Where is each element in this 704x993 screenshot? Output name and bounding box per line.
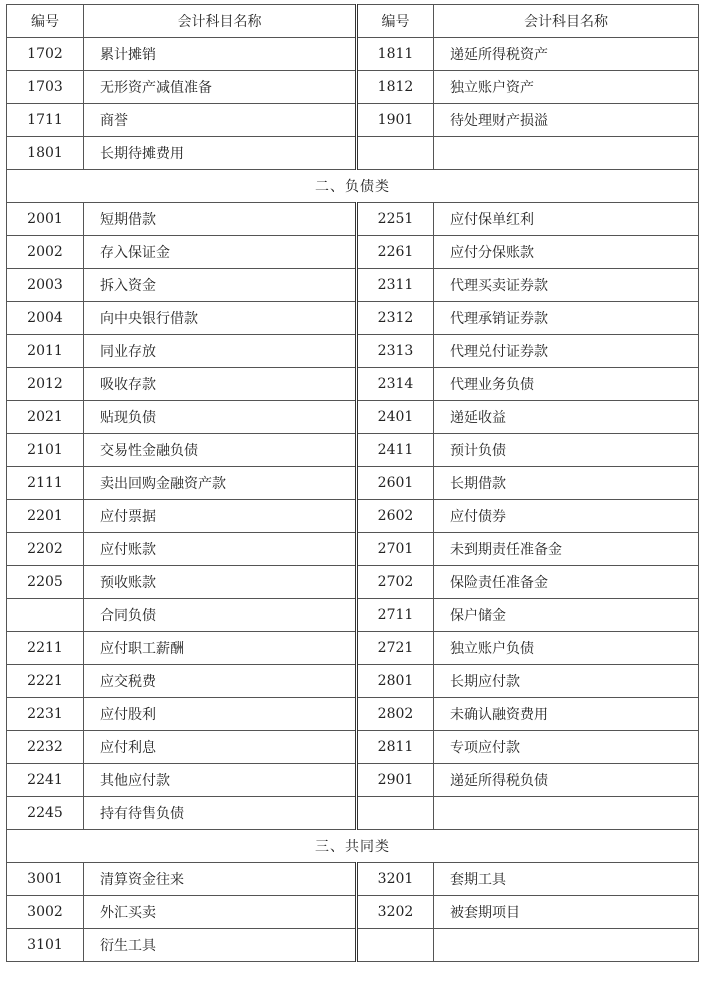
account-code-cell: 2901 bbox=[357, 764, 434, 797]
account-name-cell: 外汇买卖 bbox=[84, 896, 357, 929]
account-name-cell: 向中央银行借款 bbox=[84, 302, 357, 335]
header-row bbox=[7, 5, 699, 38]
account-name-cell: 其他应付款 bbox=[84, 764, 357, 797]
name-column-header-left: 会计科目名称 bbox=[84, 5, 357, 38]
account-name-cell: 代理买卖证券款 bbox=[434, 269, 699, 302]
account-name-cell: 递延所得税资产 bbox=[434, 38, 699, 71]
table-row bbox=[7, 665, 699, 698]
table-row bbox=[7, 533, 699, 566]
account-code-cell: 1711 bbox=[7, 104, 84, 137]
table-row bbox=[7, 566, 699, 599]
account-code-cell: 2202 bbox=[7, 533, 84, 566]
table-row bbox=[7, 863, 699, 896]
account-code-cell: 2241 bbox=[7, 764, 84, 797]
account-code-cell: 2002 bbox=[7, 236, 84, 269]
account-name-cell: 代理兑付证券款 bbox=[434, 335, 699, 368]
section-title: 二、负债类 bbox=[7, 170, 699, 203]
account-name-cell: 同业存放 bbox=[84, 335, 357, 368]
table-row bbox=[7, 698, 699, 731]
account-name-cell: 预收账款 bbox=[84, 566, 357, 599]
account-name-cell: 合同负债 bbox=[84, 599, 357, 632]
account-code-cell: 2012 bbox=[7, 368, 84, 401]
account-name-cell: 应付股利 bbox=[84, 698, 357, 731]
account-name-cell: 拆入资金 bbox=[84, 269, 357, 302]
account-code-cell: 1811 bbox=[357, 38, 434, 71]
account-code-cell: 2261 bbox=[357, 236, 434, 269]
table-body bbox=[7, 38, 699, 962]
account-code-cell: 2004 bbox=[7, 302, 84, 335]
account-code-cell: 1801 bbox=[7, 137, 84, 170]
account-code-cell: 2702 bbox=[357, 566, 434, 599]
account-name-cell: 代理业务负债 bbox=[434, 368, 699, 401]
account-code-cell: 2312 bbox=[357, 302, 434, 335]
account-code-cell: 2801 bbox=[357, 665, 434, 698]
account-code-cell: 2231 bbox=[7, 698, 84, 731]
account-name-cell: 商誉 bbox=[84, 104, 357, 137]
account-name-cell bbox=[434, 929, 699, 962]
account-name-cell: 未确认融资费用 bbox=[434, 698, 699, 731]
account-name-cell: 存入保证金 bbox=[84, 236, 357, 269]
account-code-cell: 2802 bbox=[357, 698, 434, 731]
account-code-cell: 3101 bbox=[7, 929, 84, 962]
table-row bbox=[7, 104, 699, 137]
table-header bbox=[7, 5, 699, 38]
account-code-cell: 2811 bbox=[357, 731, 434, 764]
account-name-cell: 累计摊销 bbox=[84, 38, 357, 71]
account-name-cell: 应付职工薪酬 bbox=[84, 632, 357, 665]
account-code-cell: 2251 bbox=[357, 203, 434, 236]
section-header-row bbox=[7, 170, 699, 203]
account-name-cell: 独立账户负债 bbox=[434, 632, 699, 665]
account-code-cell: 2313 bbox=[357, 335, 434, 368]
code-column-header-right: 编号 bbox=[357, 5, 434, 38]
account-name-cell: 保险责任准备金 bbox=[434, 566, 699, 599]
account-name-cell: 独立账户资产 bbox=[434, 71, 699, 104]
account-code-cell: 2201 bbox=[7, 500, 84, 533]
account-name-cell: 应付账款 bbox=[84, 533, 357, 566]
account-code-cell: 1901 bbox=[357, 104, 434, 137]
account-name-cell: 待处理财产损溢 bbox=[434, 104, 699, 137]
account-name-cell: 长期借款 bbox=[434, 467, 699, 500]
account-code-cell: 2221 bbox=[7, 665, 84, 698]
account-name-cell: 短期借款 bbox=[84, 203, 357, 236]
account-code-cell: 3002 bbox=[7, 896, 84, 929]
table-row bbox=[7, 434, 699, 467]
account-name-cell: 应交税费 bbox=[84, 665, 357, 698]
account-code-cell: 1812 bbox=[357, 71, 434, 104]
table-row bbox=[7, 929, 699, 962]
account-code-cell: 2211 bbox=[7, 632, 84, 665]
account-code-cell: 3202 bbox=[357, 896, 434, 929]
account-name-cell: 未到期责任准备金 bbox=[434, 533, 699, 566]
account-name-cell: 应付票据 bbox=[84, 500, 357, 533]
table-row bbox=[7, 302, 699, 335]
account-name-cell: 应付债券 bbox=[434, 500, 699, 533]
account-name-cell: 递延所得税负债 bbox=[434, 764, 699, 797]
account-name-cell: 预计负债 bbox=[434, 434, 699, 467]
account-code-cell: 2111 bbox=[7, 467, 84, 500]
table-row bbox=[7, 38, 699, 71]
account-code-cell bbox=[7, 599, 84, 632]
account-code-cell: 2314 bbox=[357, 368, 434, 401]
account-code-cell: 2711 bbox=[357, 599, 434, 632]
account-name-cell: 代理承销证券款 bbox=[434, 302, 699, 335]
account-code-cell: 1702 bbox=[7, 38, 84, 71]
section-header-row bbox=[7, 830, 699, 863]
account-name-cell bbox=[434, 797, 699, 830]
account-code-cell: 2311 bbox=[357, 269, 434, 302]
account-name-cell: 吸收存款 bbox=[84, 368, 357, 401]
table-row bbox=[7, 137, 699, 170]
account-name-cell: 套期工具 bbox=[434, 863, 699, 896]
table-row bbox=[7, 896, 699, 929]
table-row bbox=[7, 71, 699, 104]
account-code-cell: 2401 bbox=[357, 401, 434, 434]
account-code-cell: 2205 bbox=[7, 566, 84, 599]
table-row bbox=[7, 467, 699, 500]
account-code-cell: 2003 bbox=[7, 269, 84, 302]
table-row bbox=[7, 632, 699, 665]
account-code-cell: 2602 bbox=[357, 500, 434, 533]
account-name-cell: 应付利息 bbox=[84, 731, 357, 764]
account-code-cell: 3001 bbox=[7, 863, 84, 896]
account-name-cell: 清算资金往来 bbox=[84, 863, 357, 896]
account-code-cell: 3201 bbox=[357, 863, 434, 896]
account-name-cell: 被套期项目 bbox=[434, 896, 699, 929]
account-name-cell: 持有待售负债 bbox=[84, 797, 357, 830]
account-code-cell: 2601 bbox=[357, 467, 434, 500]
table-row bbox=[7, 269, 699, 302]
table-row bbox=[7, 335, 699, 368]
account-code-cell bbox=[357, 929, 434, 962]
account-name-cell: 保户储金 bbox=[434, 599, 699, 632]
table-row bbox=[7, 731, 699, 764]
accounts-table bbox=[6, 4, 699, 962]
account-name-cell: 应付保单红利 bbox=[434, 203, 699, 236]
account-name-cell: 贴现负债 bbox=[84, 401, 357, 434]
table-row bbox=[7, 236, 699, 269]
table-row bbox=[7, 203, 699, 236]
name-column-header-right: 会计科目名称 bbox=[434, 5, 699, 38]
code-column-header-left: 编号 bbox=[7, 5, 84, 38]
account-name-cell: 卖出回购金融资产款 bbox=[84, 467, 357, 500]
table-row bbox=[7, 401, 699, 434]
account-name-cell bbox=[434, 137, 699, 170]
account-name-cell: 交易性金融负债 bbox=[84, 434, 357, 467]
account-code-cell: 2011 bbox=[7, 335, 84, 368]
account-code-cell: 2101 bbox=[7, 434, 84, 467]
account-name-cell: 无形资产减值准备 bbox=[84, 71, 357, 104]
account-code-cell: 2411 bbox=[357, 434, 434, 467]
table-row bbox=[7, 764, 699, 797]
account-code-cell: 2701 bbox=[357, 533, 434, 566]
account-name-cell: 应付分保账款 bbox=[434, 236, 699, 269]
account-name-cell: 递延收益 bbox=[434, 401, 699, 434]
table-row bbox=[7, 797, 699, 830]
account-name-cell: 长期应付款 bbox=[434, 665, 699, 698]
account-code-cell bbox=[357, 137, 434, 170]
account-code-cell: 2001 bbox=[7, 203, 84, 236]
account-code-cell: 2721 bbox=[357, 632, 434, 665]
account-code-cell bbox=[357, 797, 434, 830]
account-name-cell: 长期待摊费用 bbox=[84, 137, 357, 170]
table-row bbox=[7, 368, 699, 401]
account-code-cell: 2245 bbox=[7, 797, 84, 830]
account-code-cell: 1703 bbox=[7, 71, 84, 104]
account-code-cell: 2232 bbox=[7, 731, 84, 764]
account-name-cell: 衍生工具 bbox=[84, 929, 357, 962]
account-name-cell: 专项应付款 bbox=[434, 731, 699, 764]
account-code-cell: 2021 bbox=[7, 401, 84, 434]
table-row bbox=[7, 500, 699, 533]
section-title: 三、共同类 bbox=[7, 830, 699, 863]
table-row bbox=[7, 599, 699, 632]
